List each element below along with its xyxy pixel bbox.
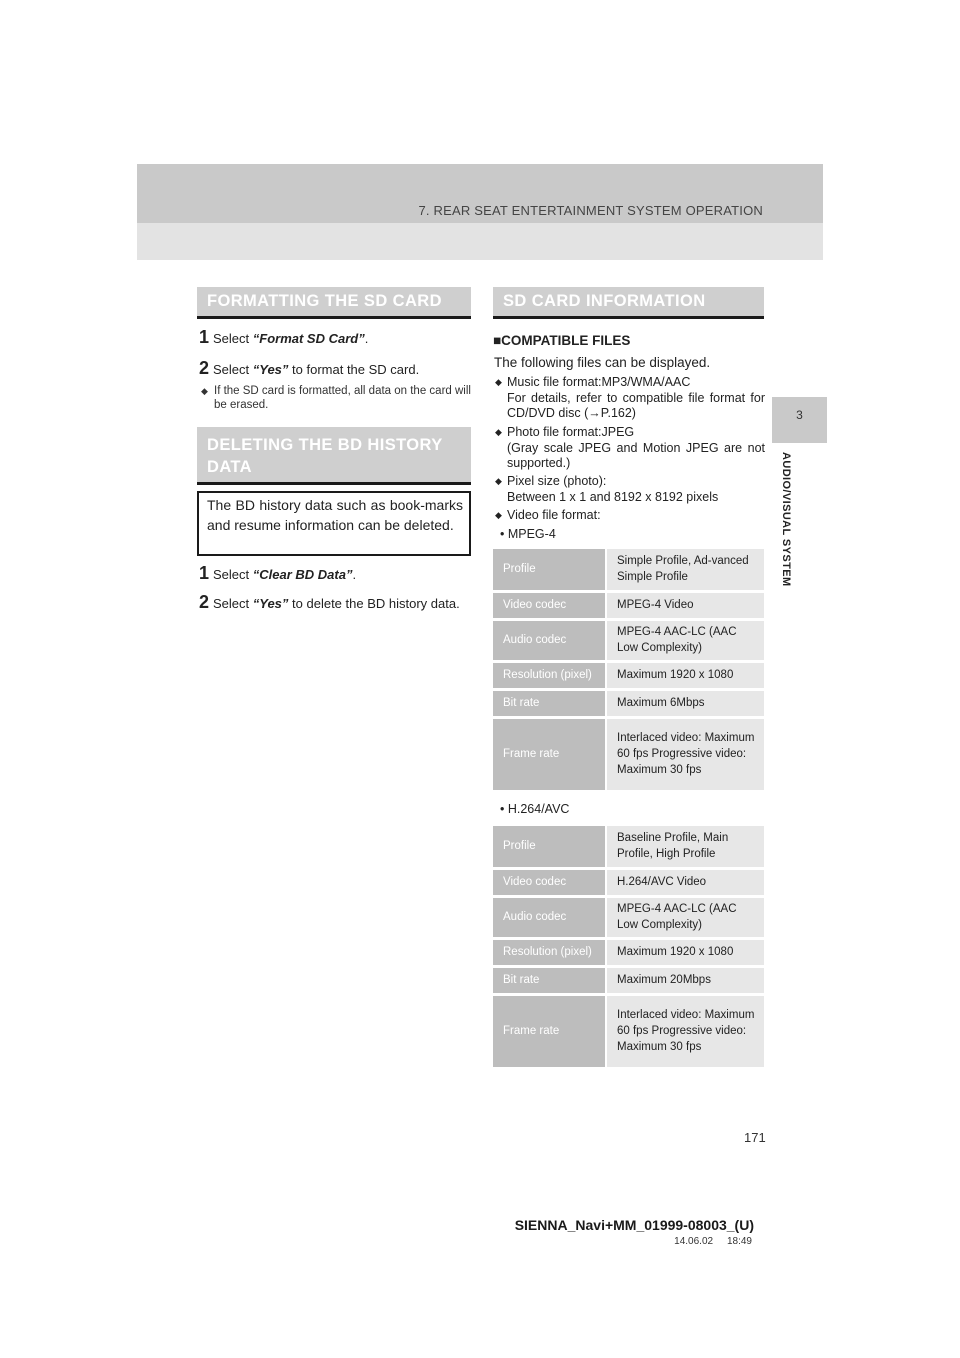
- info-box: The BD history data such as book-marks and resume information can be deleted.: [197, 491, 471, 556]
- bullet-head: Photo file format:JPEG: [507, 425, 635, 439]
- step-text: Select: [213, 331, 253, 346]
- step-button-label: “Yes”: [252, 596, 289, 611]
- table-row: [493, 689, 764, 717]
- bullet-icon: ◆: [495, 476, 502, 486]
- spec-value: Baseline Profile, Main Profile, High Profile: [606, 826, 764, 868]
- bullet-head: Video file format:: [507, 508, 601, 522]
- bullet-body: (Gray scale JPEG and Motion JPEG are not supported.): [507, 440, 765, 470]
- bullet-body: For details, refer to compatible file format for CD/DVD disc (→P.162): [507, 390, 765, 420]
- step-text: .: [352, 567, 357, 582]
- document-code: SIENNA_Navi+MM_01999-08003_(U): [514, 1217, 754, 1233]
- intro-text: The following files can be displayed.: [494, 355, 711, 370]
- spec-value: Maximum 1920 x 1080: [606, 661, 764, 689]
- table-row: [493, 938, 764, 966]
- table-row: [493, 868, 764, 896]
- delete-step-2: [199, 593, 473, 613]
- bullet-music: [495, 375, 765, 422]
- mpeg4-label: • MPEG-4: [500, 527, 556, 541]
- spec-key: Frame rate: [493, 994, 606, 1068]
- format-step-1: [199, 327, 368, 348]
- spec-value: MPEG-4 Video: [606, 591, 764, 619]
- spec-value: Maximum 1920 x 1080: [606, 938, 764, 966]
- spec-key: Video codec: [493, 868, 606, 896]
- bullet-icon: ◆: [201, 386, 208, 396]
- table-row: [493, 994, 764, 1068]
- bullet-icon: ◆: [495, 510, 502, 520]
- table-row: [493, 661, 764, 689]
- step-number: 1: [199, 563, 210, 583]
- table-row: [493, 549, 764, 591]
- spec-key: Frame rate: [493, 717, 606, 791]
- bullet-body: Between 1 x 1 and 8192 x 8192 pixels: [507, 489, 719, 504]
- spec-value: Interlaced video: Maximum 60 fps Progressive video: Maximum 30 fps: [606, 994, 764, 1068]
- spec-key: Profile: [493, 549, 606, 591]
- delete-step-1: [199, 563, 356, 584]
- spec-value: MPEG-4 AAC-LC (AAC Low Complexity): [606, 619, 764, 661]
- step-button-label: “Yes”: [252, 362, 289, 377]
- table-row: [493, 619, 764, 661]
- table-row: [493, 896, 764, 938]
- step-text: to format the SD card.: [288, 362, 420, 377]
- format-step-2: [199, 358, 419, 379]
- table-row: [493, 966, 764, 994]
- page-number: 171: [744, 1130, 766, 1145]
- step-text: to delete the BD history data.: [288, 596, 460, 611]
- step-button-label: “Clear BD Data”: [252, 567, 353, 582]
- spec-key: Profile: [493, 826, 606, 868]
- table-row: [493, 826, 764, 868]
- step-number: 2: [199, 358, 210, 378]
- step-text: .: [364, 331, 369, 346]
- bullet-head: Pixel size (photo):: [507, 474, 607, 488]
- spec-value: H.264/AVC Video: [606, 868, 764, 896]
- spec-value: MPEG-4 AAC-LC (AAC Low Complexity): [606, 896, 764, 938]
- section-heading-sd-info: SD CARD INFORMATION: [493, 287, 764, 319]
- h264-label: • H.264/AVC: [500, 802, 570, 816]
- spec-value: Simple Profile, Ad-vanced Simple Profile: [606, 549, 764, 591]
- bullet-video-format: [495, 508, 765, 524]
- section-heading-formatting: FORMATTING THE SD CARD: [197, 287, 471, 319]
- step-button-label: “Format SD Card”: [252, 331, 365, 346]
- step-number: 1: [199, 327, 210, 347]
- spec-key: Audio codec: [493, 896, 606, 938]
- spec-key: Resolution (pixel): [493, 661, 606, 689]
- spec-key: Bit rate: [493, 966, 606, 994]
- bullet-icon: ◆: [495, 427, 502, 437]
- step-text: Select: [213, 596, 253, 611]
- spec-key: Audio codec: [493, 619, 606, 661]
- spec-value: Maximum 20Mbps: [606, 966, 764, 994]
- spec-key: Resolution (pixel): [493, 938, 606, 966]
- format-note-text: If the SD card is formatted, all data on the card will be erased.: [214, 385, 471, 411]
- spec-key: Bit rate: [493, 689, 606, 717]
- table-row: [493, 717, 764, 791]
- document-date: 14.06.02 18:49: [674, 1236, 752, 1247]
- table-row: [493, 591, 764, 619]
- chapter-tab-label: [780, 452, 810, 612]
- chapter-tab-number: 3: [796, 408, 803, 422]
- step-text: Select: [213, 362, 253, 377]
- bullet-photo: [495, 425, 765, 472]
- step-text: Select: [213, 567, 253, 582]
- spec-value: Interlaced video: Maximum 60 fps Progressive video: Maximum 30 fps: [606, 717, 764, 791]
- subheading-compatible-files: ■COMPATIBLE FILES: [493, 333, 631, 348]
- chapter-tab-label-text: AUDIO/VISUAL SYSTEM: [780, 452, 792, 587]
- spec-key: Video codec: [493, 591, 606, 619]
- chapter-title: 7. REAR SEAT ENTERTAINMENT SYSTEM OPERATION: [418, 203, 763, 218]
- step-number: 2: [199, 592, 210, 612]
- mpeg4-spec-table: [493, 549, 764, 793]
- section-heading-deleting: DELETING THE BD HISTORY DATA: [197, 427, 471, 485]
- bullet-pixel-size: [495, 474, 765, 505]
- format-note: [201, 384, 473, 412]
- h264-spec-table: [493, 826, 764, 1070]
- bullet-head: Music file format:MP3/WMA/AAC: [507, 375, 691, 389]
- spec-value: Maximum 6Mbps: [606, 689, 764, 717]
- bullet-icon: ◆: [495, 377, 502, 387]
